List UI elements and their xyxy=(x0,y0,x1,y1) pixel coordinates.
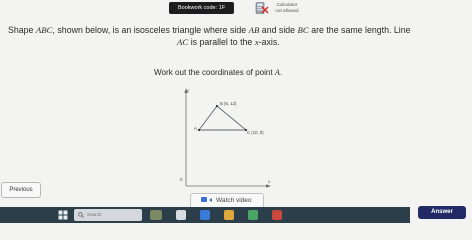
math-line-ac: AC xyxy=(177,37,189,47)
taskbar-app-icon[interactable] xyxy=(200,210,210,220)
taskbar-app-icon[interactable] xyxy=(150,210,162,220)
prompt-text: Work out the coordinates of point xyxy=(154,68,275,77)
taskbar-app-icon[interactable] xyxy=(176,210,186,220)
math-x-axis: x xyxy=(254,37,259,47)
taskbar-app-icon[interactable] xyxy=(224,210,234,220)
question-text-line-2 xyxy=(177,37,280,47)
calculator-status xyxy=(272,2,302,13)
video-camera-icon xyxy=(201,197,207,202)
taskbar-search-input[interactable] xyxy=(74,209,142,221)
watch-video-label: Watch video xyxy=(216,197,252,204)
triangle-abc xyxy=(199,106,246,130)
calculator-status-line: Calculator xyxy=(276,2,298,7)
calculator-status-line: not allowed xyxy=(275,7,299,13)
question-text: and side xyxy=(259,25,298,35)
triangle-diagram xyxy=(165,86,305,190)
y-axis-label: y xyxy=(187,88,190,93)
x-axis-arrow xyxy=(266,184,271,187)
search-placeholder: Search xyxy=(87,212,102,217)
math-shape-abc: ABC xyxy=(35,25,53,35)
bookwork-code-badge xyxy=(169,2,234,14)
math-point-a: A xyxy=(274,68,280,77)
point-a-label: A xyxy=(194,126,197,131)
math-side-bc: BC xyxy=(297,25,309,35)
math-side-ab: AB xyxy=(248,25,260,35)
taskbar-app-icon[interactable] xyxy=(272,210,282,220)
question-prompt xyxy=(154,68,282,77)
search-icon xyxy=(78,212,84,218)
video-camera-lens-icon xyxy=(209,198,212,202)
prompt-text: . xyxy=(279,68,283,77)
point-c-label: C (10, 8) xyxy=(247,130,264,135)
point-a-marker xyxy=(198,129,200,131)
question-text: is parallel to the xyxy=(188,37,255,47)
calculator-not-allowed-icon xyxy=(255,2,269,14)
question-text: -axis. xyxy=(258,37,280,47)
taskbar-app-icon[interactable] xyxy=(248,210,258,220)
x-axis-label: x xyxy=(268,179,271,184)
windows-start-icon[interactable] xyxy=(58,210,68,220)
point-b-label: B (6, 12) xyxy=(220,101,237,106)
point-b-marker xyxy=(216,105,218,107)
question-text: Shape xyxy=(8,25,36,35)
previous-button[interactable]: Previous xyxy=(1,182,41,198)
bookwork-code: Bookwork code: 1F xyxy=(178,5,226,11)
question-text: are the same length. Line xyxy=(308,25,411,35)
taskbar xyxy=(0,207,410,223)
question-text: , shown below, is an isosceles triangle where side xyxy=(52,25,249,35)
origin-label: 0 xyxy=(180,177,183,182)
answer-button[interactable]: Answer xyxy=(418,206,466,219)
question-text-line-1 xyxy=(8,25,410,35)
